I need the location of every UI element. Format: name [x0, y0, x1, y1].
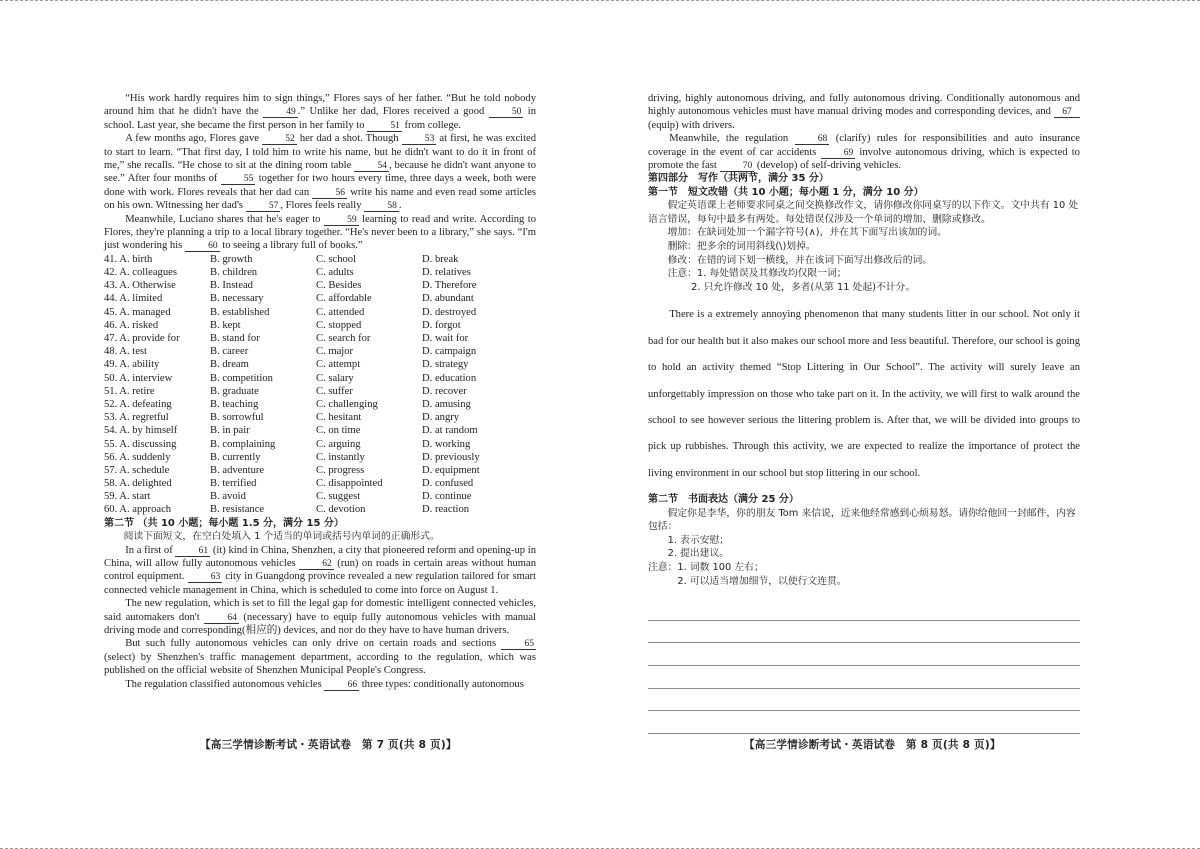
option-44-B: B. necessary [210, 293, 264, 305]
cloze-options-grid [104, 253, 536, 517]
option-42-B: B. children [210, 267, 258, 279]
option-57-D: D. equipment [422, 464, 480, 476]
grammar-text: But such fully autonomous vehicles can only drive on certain roads and sections [125, 638, 497, 650]
option-41-D: D. break [422, 253, 459, 265]
option-58-A: 58. A. delighted [104, 478, 172, 490]
option-56-A: 56. A. suddenly [104, 451, 171, 463]
option-45-B: B. established [210, 306, 270, 318]
answer-line[interactable] [648, 621, 1080, 644]
section-1-instr-1: 假定英语课上老师要求同桌之间交换修改作文，请你修改你同桌写的以下作文。文中共有 10 处语言错误，每句中最多有两处。每处错误仅涉及一个单词的增加、删除或修改。 [648, 200, 1079, 225]
section-2-writing-instr-2: 1. 表示安慰； [667, 534, 730, 546]
section-1-instr-2: 增加：在缺词处加一个漏字符号(∧)，并在其下面写出该加的词。 [667, 227, 947, 239]
option-46-C: C. stopped [316, 319, 362, 331]
option-45-D: D. destroyed [422, 306, 477, 318]
option-51-B: B. graduate [210, 385, 259, 397]
option-57-B: B. adventure [210, 464, 265, 476]
grammar-text: (it) kind in China, Shenzhen, a city that pioneered reform and opening-up in China, will allow fully autonomous vehicles [104, 544, 536, 570]
option-54-D: D. at random [422, 425, 478, 437]
option-48-D: D. campaign [422, 346, 477, 358]
option-49-C: C. attempt [316, 359, 361, 371]
grammar-text: driving, highly autonomous driving, and fully autonomous driving. Conditionally autonomous and highly autonomous vehicles must have manual driving modes and corresponding devices, and [648, 93, 1080, 118]
section-2-writing-instr-1: 假定你是李华，你的朋友 Tom 来信说，近来他经常感到心烦易怒。请你给他回一封邮件，内容包括： [648, 507, 1076, 533]
cloze-text: learning to read and write. According to Flores, they're planning a trip to a local library together. “He's never been to a library,” she says. “I'm just wondering his [104, 213, 536, 252]
cloze-text: together for two hours every time, three days a week, both were done with work. Flores reveals that her dad can [104, 173, 536, 198]
option-59-B: B. avoid [210, 491, 246, 503]
option-46-B: B. kept [210, 319, 241, 331]
option-60-C: C. devotion [316, 504, 366, 516]
option-52-B: B. teaching [210, 398, 259, 410]
grammar-text: (clarify) rules for responsibilities and auto insurance coverage in the event of car accidents [648, 133, 1080, 158]
option-45-C: C. attended [316, 306, 365, 318]
option-43-C: C. Besides [316, 280, 362, 292]
page-bottom-edge [0, 845, 1200, 849]
cloze-paragraph-3 [104, 213, 536, 253]
option-60-B: B. resistance [210, 504, 265, 516]
option-43-B: B. Instead [210, 280, 253, 292]
grammar-text: (equip) with drivers. [648, 119, 735, 131]
section-2-writing-instr-5: 2. 可以适当增加细节，以使行文连贯。 [677, 575, 847, 587]
cloze-text: to seeing a library full of books.” [222, 240, 363, 252]
option-41-A: 41. A. birth [104, 253, 153, 265]
grammar-text: (develop) of self-driving vehicles. [756, 160, 901, 172]
blank-63: 63 [188, 572, 223, 583]
blank-52: 52 [262, 134, 297, 145]
section-2-writing-title: 第二节 书面表达（满分 25 分） [648, 494, 799, 506]
blank-55: 55 [221, 174, 256, 185]
grammar-text: (necessary) have to equip fully autonomous vehicles with manual driving mode and corresponding(相应的) devices, and nor do they have to have human drivers. [104, 611, 536, 637]
grammar-paragraph-6 [648, 132, 1080, 172]
blank-59: 59 [324, 215, 359, 226]
answer-line[interactable] [648, 711, 1080, 734]
option-53-C: C. hesitant [316, 412, 362, 424]
blank-51: 51 [367, 121, 402, 132]
blank-50: 50 [489, 107, 524, 118]
option-47-A: 47. A. provide for [104, 333, 180, 344]
blank-61: 61 [175, 546, 210, 557]
option-41-B: B. growth [210, 253, 253, 265]
option-42-D: D. relatives [422, 267, 471, 279]
blank-60: 60 [185, 241, 220, 252]
cloze-text: , Flores feels really [280, 200, 362, 212]
option-45-A: 45. A. managed [104, 306, 171, 318]
blank-67: 67 [1054, 107, 1080, 118]
right-page [648, 92, 1080, 734]
option-54-C: C. on time [316, 425, 361, 437]
section-2-writing-instr-3: 2. 提出建议。 [667, 548, 730, 560]
grammar-paragraph-4 [104, 678, 536, 691]
option-47-D: D. wait for [422, 333, 469, 344]
option-59-A: 59. A. start [104, 491, 151, 503]
option-55-A: 55. A. discussing [104, 438, 177, 450]
cloze-text: in school. Last year, she became the first person in her family to [104, 106, 537, 131]
grammar-text: The regulation classified autonomous vehicles [125, 678, 322, 690]
blank-49: 49 [263, 107, 298, 118]
section-1-instr-3: 删除：把多余的词用斜线(\)划掉。 [667, 241, 816, 253]
option-56-C: C. instantly [316, 451, 365, 463]
blank-68: 68 [795, 134, 830, 145]
cloze-paragraph-1 [104, 92, 536, 132]
cloze-text: her dad a shot. Though [299, 133, 399, 145]
option-49-A: 49. A. ability [104, 359, 160, 371]
cloze-text: A few months ago, Flores gave [125, 133, 259, 145]
left-page [104, 92, 536, 691]
option-48-B: B. career [210, 346, 249, 358]
blank-57: 57 [246, 201, 281, 212]
option-55-B: B. complaining [210, 438, 276, 450]
grammar-paragraph-1 [104, 544, 536, 598]
option-53-A: 53. A. regretful [104, 412, 169, 424]
option-42-A: 42. A. colleagues [104, 267, 177, 279]
answer-line[interactable] [648, 643, 1080, 666]
grammar-text: (run) on roads in certain areas without human control equipment. [104, 558, 536, 583]
section-1-instr-6: 2. 只允许修改 10 处，多者(从第 11 处起)不计分。 [691, 281, 916, 293]
option-43-A: 43. A. Otherwise [104, 280, 176, 292]
grammar-text: (select) by Shenzhen's traffic management department, according to the regulation, which was published on the official website of Shenzhen Municipal People's Congress. [104, 651, 536, 677]
option-56-D: D. previously [422, 451, 480, 463]
option-50-C: C. salary [316, 372, 354, 384]
answer-lines [648, 598, 1080, 734]
option-48-A: 48. A. test [104, 346, 147, 358]
option-48-C: C. major [316, 346, 354, 358]
cloze-text: from college. [404, 119, 461, 131]
option-44-D: D. abundant [422, 293, 474, 305]
grammar-text: three types: conditionally autonomous [361, 678, 524, 690]
option-42-C: C. adults [316, 267, 354, 279]
option-52-C: C. challenging [316, 398, 378, 410]
grammar-paragraph-3 [104, 637, 536, 677]
option-55-C: C. arguing [316, 438, 361, 450]
section-2-instructions: 阅读下面短文，在空白处填入 1 个适当的单词或括号内单词的正确形式。 [123, 531, 440, 543]
grammar-paragraph-5 [648, 92, 1080, 132]
section-1-title: 第一节 短文改错（共 10 小题；每小题 1 分，满分 10 分） [648, 186, 924, 198]
option-51-A: 51. A. retire [104, 385, 155, 397]
option-57-C: C. progress [316, 464, 365, 476]
option-54-B: B. in pair [210, 425, 250, 437]
grammar-paragraph-2 [104, 597, 536, 637]
option-46-D: D. forgot [422, 319, 461, 331]
part-4-title: 第四部分 写作（共两节，满分 35 分） [648, 173, 829, 185]
option-53-B: B. sorrowful [210, 412, 264, 424]
option-55-D: D. working [422, 438, 471, 450]
option-51-D: D. recover [422, 385, 467, 397]
option-49-D: D. strategy [422, 359, 469, 371]
option-60-A: 60. A. approach [104, 504, 172, 516]
blank-65: 65 [501, 639, 536, 650]
page-top-edge [0, 0, 1200, 4]
option-50-B: B. competition [210, 372, 273, 384]
cloze-paragraph-2 [104, 132, 536, 212]
section-1-instr-5: 注意：1. 每处错误及其修改均仅限一词； [667, 268, 847, 280]
page-8-footer: 【高三学情诊断考试・英语试卷 第 8 页(共 8 页)】 [744, 739, 1001, 751]
cloze-text: “His work hardly requires him to sign things,” Flores says of her father. “But he told nobody around him that he didn't have the [104, 93, 536, 118]
blank-69: 69 [821, 148, 856, 159]
option-43-D: D. Therefore [422, 280, 477, 292]
option-47-B: B. stand for [210, 333, 260, 344]
cloze-text: . [398, 200, 402, 212]
answer-line[interactable] [648, 689, 1080, 712]
blank-62: 62 [299, 559, 334, 570]
blank-70: 70 [720, 161, 755, 172]
option-41-C: C. school [316, 253, 357, 265]
cloze-text: write his name and even read some articles on his own. Witnessing her dad's [104, 186, 536, 212]
grammar-text: city in Guangdong province revealed a new regulation tailored for smart connected vehicle management in China, which is scheduled to come into force on August 1. [104, 571, 537, 596]
grammar-text: The new regulation, which is set to fill the legal gap for domestic intelligent connected vehicles, said automakers don't [104, 598, 536, 623]
option-49-B: B. dream [210, 359, 249, 371]
option-50-D: D. education [422, 372, 477, 384]
blank-53: 53 [402, 134, 437, 145]
blank-66: 66 [324, 680, 359, 691]
option-58-B: B. terrified [210, 478, 257, 490]
section-2-writing-instr-4: 注意：1. 词数 100 左右； [648, 562, 764, 574]
option-44-A: 44. A. limited [104, 293, 163, 305]
grammar-text: Meanwhile, the regulation [669, 133, 789, 145]
answer-line[interactable] [648, 598, 1080, 621]
blank-64: 64 [204, 613, 239, 624]
option-47-C: C. search for [316, 333, 371, 344]
cloze-text: Meanwhile, Luciano shares that he's eager to [125, 213, 321, 225]
option-52-A: 52. A. defeating [104, 398, 172, 410]
option-57-A: 57. A. schedule [104, 464, 170, 476]
grammar-text: In a first of [125, 544, 173, 556]
answer-line[interactable] [648, 666, 1080, 689]
option-60-D: D. reaction [422, 504, 470, 516]
option-56-B: B. currently [210, 451, 261, 463]
cloze-text: .” Unlike her dad, Flores received a good [297, 106, 485, 118]
grammar-text: involve autonomous driving, which is expected to promote the fast [648, 146, 1080, 172]
section-1-instr-4: 修改：在错的词下划一横线，并在该词下面写出修改后的词。 [667, 254, 933, 266]
option-59-C: C. suggest [316, 491, 361, 503]
section-2-title: 第二节 （共 10 小题；每小题 1.5 分，满分 15 分） [104, 517, 344, 529]
option-44-C: C. affordable [316, 293, 372, 305]
option-51-C: C. suffer [316, 385, 353, 397]
option-58-D: D. confused [422, 478, 474, 490]
cloze-text: , because he didn't want anyone to see.” After four months of [104, 160, 536, 185]
option-59-D: D. continue [422, 491, 472, 503]
option-58-C: C. disappointed [316, 478, 383, 490]
option-50-A: 50. A. interview [104, 372, 173, 384]
option-54-A: 54. A. by himself [104, 425, 178, 437]
error-correction-essay: There is a extremely annoying phenomenon that many students litter in our school. Not only it bad for our health but it also makes our school more and less beautiful. Therefore, our school is going to hold an activity themed “Stop Littering in Our School”. The activity will surely leave an unforgettably impression on those who take part on it. In the activity, we will first to walk around the school to see however serious the littering problem is. After that, we will be divided into groups to pick up rubbishes. Through this activity, we are expected to realize the importance of protect the living environment in our school but stop littering in our school. [648, 309, 1080, 479]
option-53-D: D. angry [422, 412, 460, 424]
cloze-text: at first, he was excited to start to learn. “That first day, I told him to write his name, but he didn't want to do it in front of me,” she recalls. “He chose to sit at the dining room table [104, 133, 537, 172]
blank-58: 58 [364, 201, 399, 212]
blank-56: 56 [312, 188, 347, 199]
page-7-footer: 【高三学情诊断考试・英语试卷 第 7 页(共 8 页)】 [200, 739, 457, 751]
blank-54: 54 [354, 161, 389, 172]
option-46-A: 46. A. risked [104, 319, 159, 331]
option-52-D: D. amusing [422, 398, 471, 410]
